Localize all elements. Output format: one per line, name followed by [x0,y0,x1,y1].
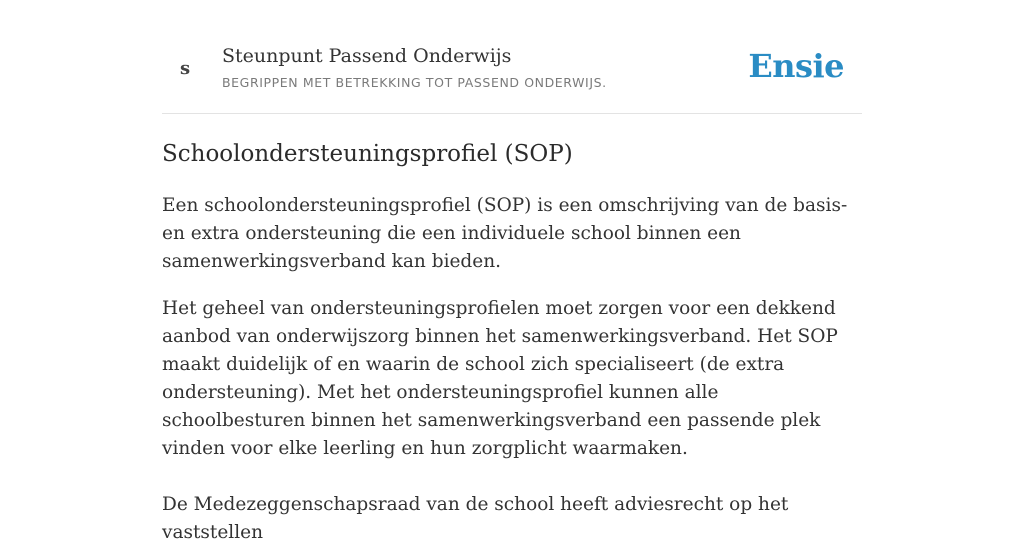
article-paragraph: De Medezeggenschapsraad van de school heeft adviesrecht op het vaststellen [162,494,789,543]
site-logo[interactable]: s [180,58,191,79]
ensie-brand-logo[interactable]: Ensie [748,47,844,85]
article-paragraph: Het geheel van ondersteuningsprofielen moet zorgen voor een dekkend aanbod van onderwijszorg binnen het samenwerkingsverband. Het SOP maakt duidelijk of en waarin de school zich specialiseert (de extra ondersteuning). Met het ondersteuningsprofiel kunnen alle schoolbesturen binnen het samenwerkingsverband een passende plek vinden voor elke leerling en hun zorgplicht waarmaken. [162,298,838,459]
site-header [162,0,862,114]
article-title: Schoolondersteuningsprofiel (SOP) [162,141,573,167]
page [162,0,862,547]
article-paragraph: Een schoolondersteuningsprofiel (SOP) is een omschrijving van de basis- en extra ondersteuning die een individuele school binnen een samenwerkingsverband kan bieden. [162,195,848,272]
site-tagline: BEGRIPPEN MET BETREKKING TOT PASSEND ONDERWIJS. [222,75,607,90]
site-title[interactable]: Steunpunt Passend Onderwijs [222,45,512,67]
